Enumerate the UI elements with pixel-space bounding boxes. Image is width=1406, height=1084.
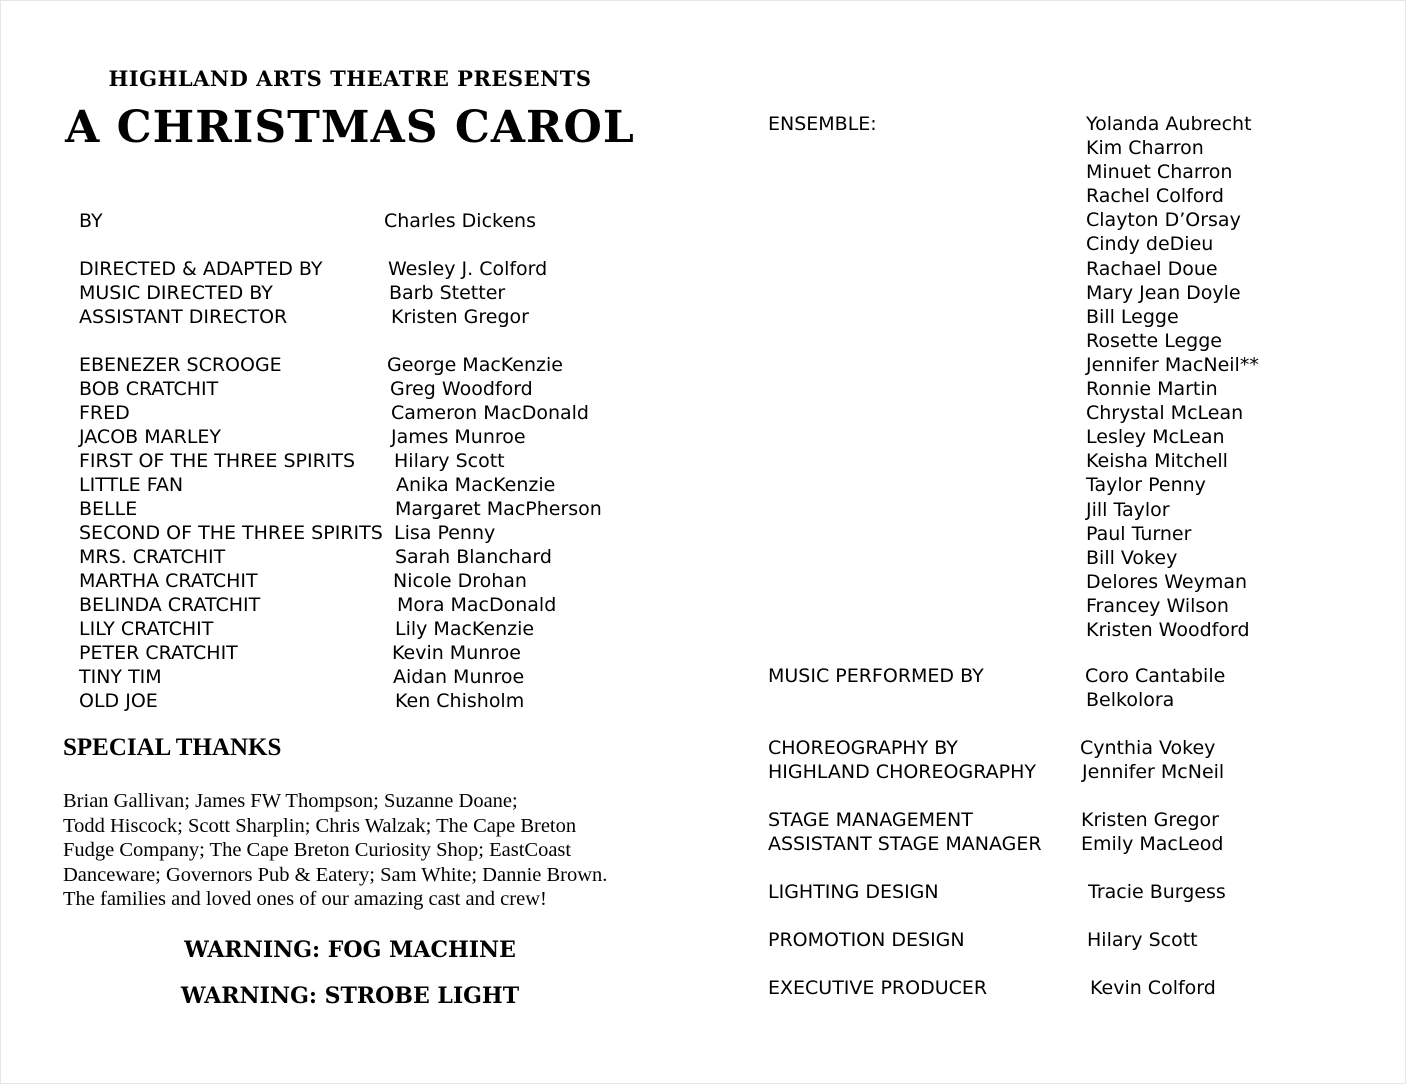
ensemble-member: Paul Turner	[1086, 522, 1192, 545]
cast-role: EBENEZER SCROOGE	[79, 354, 282, 376]
thanks-line: Danceware; Governors Pub & Eatery; Sam White; Dannie Brown.	[63, 863, 608, 886]
crew-role: HIGHLAND CHOREOGRAPHY	[768, 761, 1036, 783]
cast-role: LITTLE FAN	[79, 474, 184, 496]
music-group: Coro Cantabile	[1085, 665, 1226, 687]
ensemble-member: Jill Taylor	[1086, 498, 1170, 521]
cast-name: Cameron MacDonald	[391, 402, 589, 424]
credit-name: Charles Dickens	[384, 210, 536, 232]
cast-role: MRS. CRATCHIT	[79, 546, 226, 568]
presenter-line: HIGHLAND ARTS THEATRE PRESENTS	[108, 66, 592, 91]
crew-name: Tracie Burgess	[1088, 881, 1226, 903]
crew-role: LIGHTING DESIGN	[768, 881, 939, 903]
cast-role: LILY CRATCHIT	[79, 618, 214, 640]
crew-name: Kevin Colford	[1090, 977, 1216, 999]
cast-name: Ken Chisholm	[395, 690, 525, 712]
crew-name: Kristen Gregor	[1081, 809, 1219, 831]
special-thanks-body	[63, 789, 663, 912]
ensemble-member: Cindy deDieu	[1086, 233, 1214, 256]
ensemble-member: Clayton D’Orsay	[1086, 209, 1241, 232]
credit-name: Wesley J. Colford	[388, 258, 548, 280]
cast-role: SECOND OF THE THREE SPIRITS	[79, 522, 383, 544]
cast-name: Lily MacKenzie	[395, 618, 535, 640]
ensemble-member: Yolanda Aubrecht	[1086, 113, 1252, 135]
strobe-warning: WARNING: STROBE LIGHT	[180, 983, 520, 1009]
credit-role: BY	[79, 210, 103, 232]
cast-role: FRED	[79, 402, 130, 424]
ensemble-member: Bill Vokey	[1086, 546, 1178, 569]
cast-role: BELINDA CRATCHIT	[79, 594, 261, 616]
cast-name: James Munroe	[391, 426, 526, 448]
cast-name: Aidan Munroe	[393, 666, 525, 688]
cast-name: Margaret MacPherson	[395, 498, 602, 520]
ensemble-member: Mary Jean Doyle	[1086, 281, 1241, 304]
credit-name: Barb Stetter	[389, 282, 506, 304]
ensemble-list	[1086, 112, 1259, 642]
crew-name: Jennifer McNeil	[1082, 761, 1225, 783]
ensemble-member: Ronnie Martin	[1086, 378, 1218, 401]
cast-name: Lisa Penny	[394, 522, 496, 544]
special-thanks-heading: SPECIAL THANKS	[63, 734, 282, 761]
crew-role: PROMOTION DESIGN	[768, 929, 965, 951]
cast-role: BOB CRATCHIT	[79, 378, 219, 400]
ensemble-member: Kristen Woodford	[1086, 618, 1250, 641]
credit-name: Kristen Gregor	[391, 306, 529, 328]
ensemble-member: Rachael Doue	[1086, 257, 1218, 280]
thanks-line: Todd Hiscock; Scott Sharplin; Chris Walzak; The Cape Breton	[63, 814, 577, 837]
ensemble-member: Taylor Penny	[1086, 474, 1206, 497]
cast-role: OLD JOE	[79, 690, 158, 712]
ensemble-member: Delores Weyman	[1086, 570, 1248, 593]
credit-role: ASSISTANT DIRECTOR	[79, 306, 288, 328]
crew-name: Emily MacLeod	[1081, 833, 1224, 855]
cast-role: FIRST OF THE THREE SPIRITS	[79, 450, 356, 472]
ensemble-member: Rachel Colford	[1086, 185, 1224, 208]
cast-name: Greg Woodford	[390, 378, 533, 400]
crew-role: STAGE MANAGEMENT	[768, 809, 973, 831]
cast-role: PETER CRATCHIT	[79, 642, 238, 664]
cast-role: TINY TIM	[79, 666, 162, 688]
ensemble-member: Bill Legge	[1086, 305, 1179, 328]
cast-name: Kevin Munroe	[392, 642, 521, 664]
crew-role: CHOREOGRAPHY BY	[768, 737, 958, 759]
crew-name: Hilary Scott	[1087, 929, 1198, 951]
ensemble-member: Jennifer MacNeil**	[1086, 353, 1259, 376]
ensemble-member: Chrystal McLean	[1086, 402, 1244, 425]
ensemble-member: Minuet Charron	[1086, 161, 1233, 184]
credit-role: DIRECTED & ADAPTED BY	[79, 258, 323, 280]
cast-role: JACOB MARLEY	[79, 426, 222, 448]
ensemble-member: Lesley McLean	[1086, 426, 1225, 449]
music-group: Belkolora	[1086, 689, 1175, 711]
cast-role: BELLE	[79, 498, 138, 520]
ensemble-member: Keisha Mitchell	[1086, 450, 1228, 473]
fog-warning: WARNING: FOG MACHINE	[184, 937, 516, 963]
thanks-line: Fudge Company; The Cape Breton Curiosity Shop; EastCoast	[63, 839, 572, 861]
crew-role: EXECUTIVE PRODUCER	[768, 977, 988, 999]
cast-name: Nicole Drohan	[393, 570, 527, 592]
cast-name: Mora MacDonald	[397, 594, 557, 616]
ensemble-label: ENSEMBLE:	[768, 113, 877, 135]
credit-role: MUSIC DIRECTED BY	[79, 282, 273, 304]
cast-role: MARTHA CRATCHIT	[79, 570, 258, 592]
crew-name: Cynthia Vokey	[1080, 737, 1216, 759]
crew-role: ASSISTANT STAGE MANAGER	[768, 833, 1042, 855]
cast-name: Hilary Scott	[394, 450, 505, 472]
music-label: MUSIC PERFORMED BY	[768, 665, 984, 687]
thanks-line: Brian Gallivan; James FW Thompson; Suzanne Doane;	[63, 790, 518, 812]
show-title: A CHRISTMAS CAROL	[65, 102, 635, 153]
ensemble-member: Kim Charron	[1086, 137, 1204, 160]
thanks-line: The families and loved ones of our amazing cast and crew!	[63, 888, 547, 910]
ensemble-member: Francey Wilson	[1086, 594, 1229, 617]
cast-name: George MacKenzie	[387, 354, 563, 376]
cast-name: Anika MacKenzie	[396, 474, 556, 496]
cast-name: Sarah Blanchard	[395, 546, 552, 568]
ensemble-member: Rosette Legge	[1086, 329, 1222, 352]
